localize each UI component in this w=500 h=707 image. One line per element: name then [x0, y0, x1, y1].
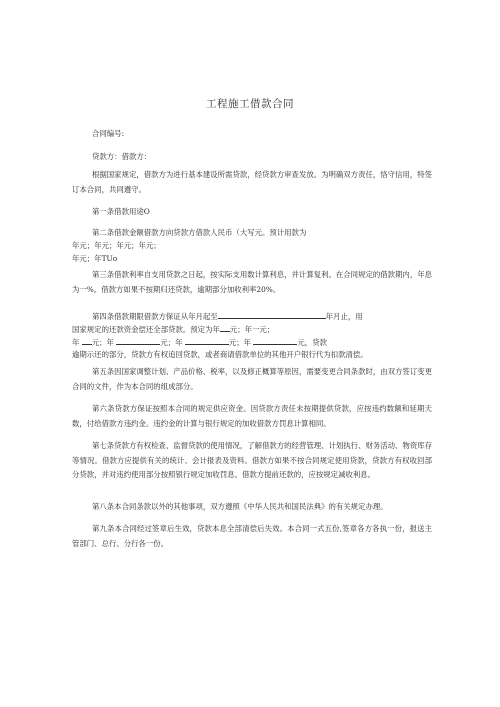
article-4-repay-amount: 元；年一元；	[229, 325, 275, 334]
article-4-line-2	[72, 323, 274, 335]
article-4-line-4: 逾期示还的部分，贷款方有权追回贷款，或者商请借款单位的其他开户银行代为扣款清偿。	[72, 350, 368, 359]
article-1: 第一条借款用途O	[92, 207, 150, 216]
article-4-line-1	[92, 310, 363, 322]
article-5: 第五条因国家调整计划、产品价格、税率，以及修正概算等原因，需要变更合同条款时，由双方签订变更合同的文件，作为本合同的组成部分。	[72, 367, 432, 391]
contract-number: 合同编号:	[92, 129, 125, 138]
parties-line: 贷款方：借款方：	[92, 152, 152, 161]
year-label: 年	[72, 338, 80, 347]
article-2-total: 年元；年TUo	[72, 254, 118, 263]
article-4-line-3	[72, 336, 327, 348]
blank-field	[82, 336, 92, 345]
article-9: 第九条本合同经过签章后生效，贷款本息全部清偿后失效。本合同一式五份,签章各方各执一份，报送主管部门、总行、分行各一份。	[72, 524, 432, 548]
blank-field	[116, 336, 160, 345]
amount-label: 元；年	[91, 338, 114, 347]
article-3: 第三条借款利率自支用贷款之日起，按实际支用数计算利息，并计算复利。在合同规定的借款期内，年息为一%。借款方如果不按期归还贷款，逾期部分加收利率20%。	[72, 270, 432, 294]
article-6: 第六条贷款方保证按照本合同的规定供应资金。因贷款方责任未按期提供贷款，应按违约数额和延期天数，付给借款方违约金。违约金的计算与银行规定的加收借款方罚息计算相同。	[72, 404, 432, 428]
article-2-years: 年元；年元；年元；年元；	[72, 241, 161, 250]
amount-label: 元；年	[228, 338, 252, 347]
document-title: 工程施工借款合同	[206, 98, 294, 110]
article-4-end: 年月止，用	[325, 312, 363, 321]
blank-field	[218, 310, 326, 319]
article-8: 第八条本合同条款以外的其他事项，双方遵照《中华人民共和国民法典》的有关规定办理。	[92, 502, 388, 511]
article-4-start: 第四条借款期限借款方保证从年月起至	[92, 312, 218, 321]
preamble-paragraph: 根据国家规定，借款方为进行基本建设所需贷款，经贷款方审查发放。为明确双方责任，恪守信用，特签订本合同，共同遵守。	[72, 170, 432, 194]
amount-label: 元；年	[160, 338, 183, 347]
amount-label: 元，贷款	[297, 338, 327, 347]
article-4-repay: 国家规定的还款资金偿还全部贷款。预定为年	[72, 325, 220, 334]
blank-field	[220, 323, 230, 332]
article-2-heading: 第二条借款金额借款方向贷款方借款人民币（大写元。预计用款为	[92, 228, 307, 237]
blank-field	[253, 336, 297, 345]
blank-field	[185, 336, 229, 345]
article-7: 第七条贷款方有权检查、监督贷款的使用情况，了解借款方的经营管理、计划执行、财务活动、物资库存等情况。借款方应提供有关的统计、会计报表及资料。借款方如果不按合同规定使用贷款，贷款方有权收回部分贷款，并对违约使用部分按照银行规定加收罚息。借款方提前还款的，应按规定减收利息。	[72, 441, 432, 480]
